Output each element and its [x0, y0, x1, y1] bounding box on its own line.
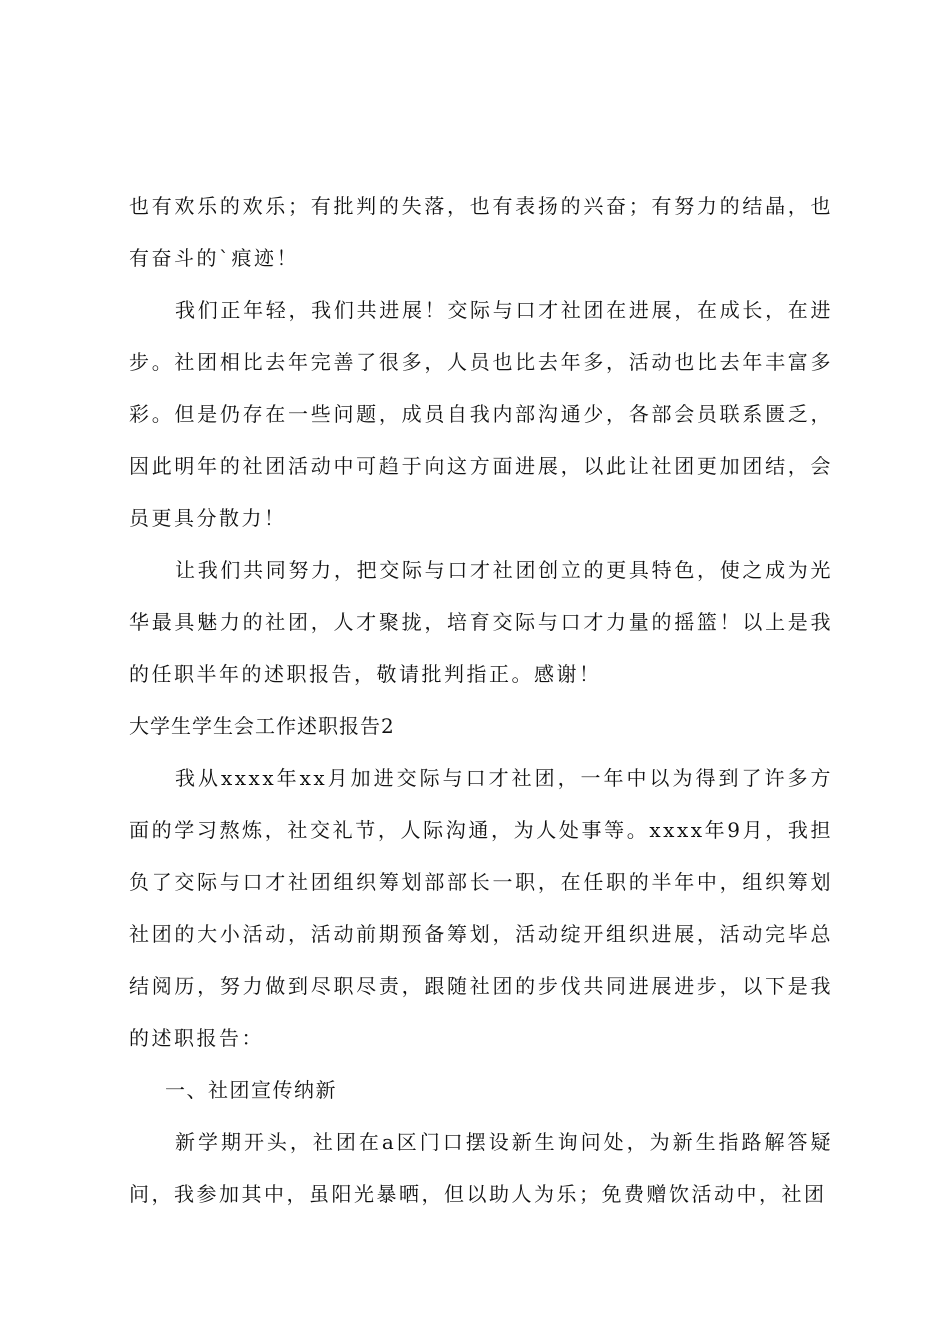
paragraph-recruitment: 新学期开头，社团在a区门口摆设新生询问处，为新生指路解答疑问，我参加其中，虽阳光暴晒，但以助人为乐；免费赠饮活动中，社团 — [129, 1130, 833, 1206]
paragraph-report-intro: 我从xxxx年xx月加进交际与口才社团，一年中以为得到了许多方面的学习熬炼，社交礼节，人际沟通，为人处事等。xxxx年9月，我担负了交际与口才社团组织筹划部部长一职，在任职的半年中，组织筹划社团的大小活动，活动前期预备筹划，活动绽开组织进展，活动完毕总结阅历，努力做到尽职尽责，跟随社团的步伐共同进展进步，以下是我的述职报告： — [129, 766, 833, 1050]
paragraph-closing: 让我们共同努力，把交际与口才社团创立的更具特色，使之成为光华最具魅力的社团，人才聚拢，培育交际与口才力量的摇篮！以上是我的任职半年的述职报告，敬请批判指正。感谢！ — [129, 558, 833, 686]
section-title: 大学生学生会工作述职报告2 — [129, 714, 395, 738]
subsection-title: 一、社团宣传纳新 — [165, 1078, 337, 1102]
document-body — [129, 180, 833, 1220]
paragraph-continuation: 也有欢乐的欢乐；有批判的失落，也有表扬的兴奋；有努力的结晶，也有奋斗的`痕迹！ — [129, 194, 833, 270]
paragraph-youth-progress: 我们正年轻，我们共进展！交际与口才社团在进展，在成长，在进步。社团相比去年完善了很多，人员也比去年多，活动也比去年丰富多彩。但是仍存在一些问题，成员自我内部沟通少，各部会员联系匮乏，因此明年的社团活动中可趋于向这方面进展，以此让社团更加团结，会员更具分散力！ — [129, 298, 833, 530]
